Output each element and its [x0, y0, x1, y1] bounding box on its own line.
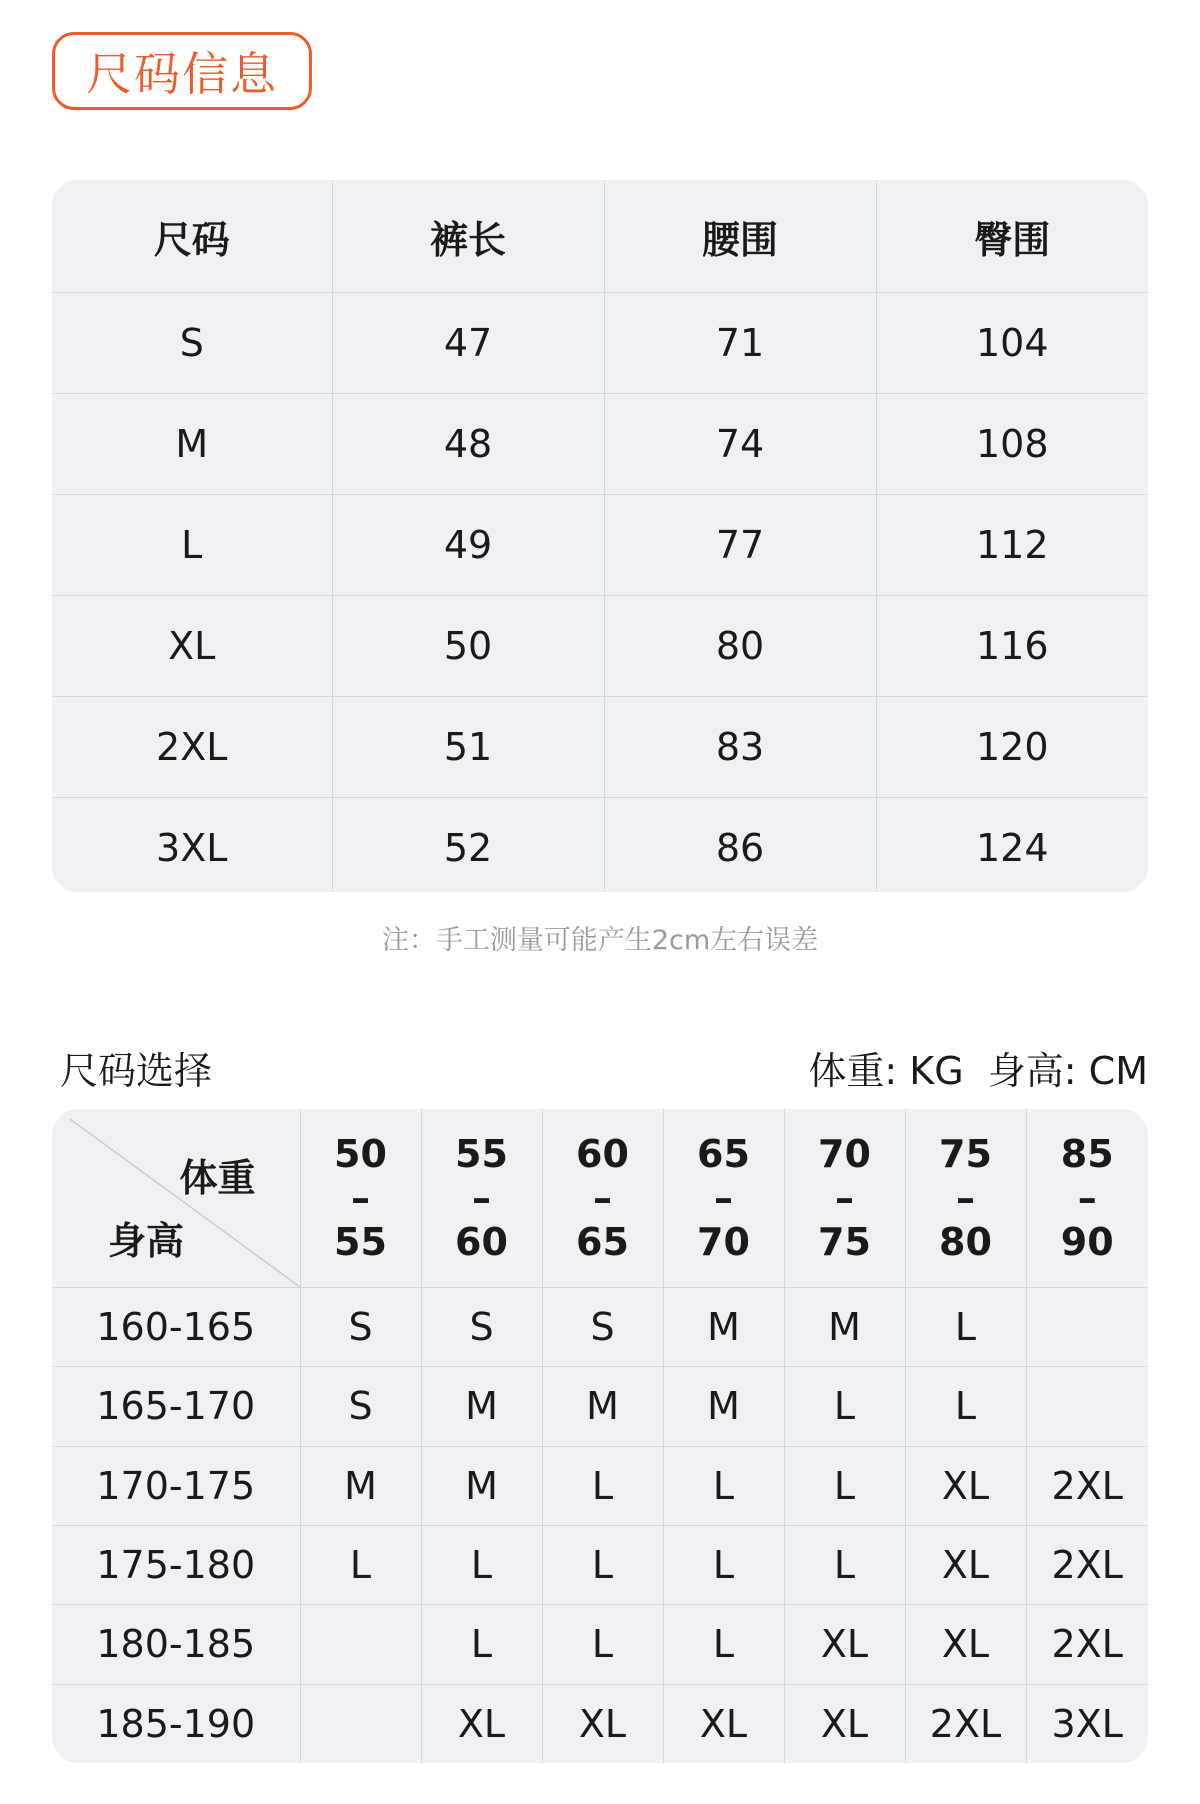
units-legend: 体重: KG 身高: CM — [808, 1049, 1148, 1093]
weight-from: 70 — [818, 1132, 871, 1176]
recommended-size-cell: XL — [542, 1684, 663, 1763]
header-size: 尺码 — [52, 180, 332, 293]
table-row — [52, 1446, 1148, 1525]
cell-hip: 116 — [876, 596, 1148, 697]
cell-hip: 112 — [876, 495, 1148, 596]
recommended-size-cell: XL — [663, 1684, 784, 1763]
cell-waist: 77 — [604, 495, 876, 596]
recommended-size-cell: 2XL — [905, 1684, 1026, 1763]
weight-dash: – — [835, 1176, 854, 1220]
recommended-size-cell: M — [421, 1446, 542, 1525]
table-row — [52, 1605, 1148, 1684]
recommended-size-cell: L — [784, 1367, 905, 1446]
weight-col-header — [1026, 1109, 1148, 1288]
cell-length: 48 — [332, 394, 604, 495]
cell-length: 50 — [332, 596, 604, 697]
recommended-size-cell: L — [663, 1525, 784, 1604]
cell-waist: 83 — [604, 697, 876, 798]
weight-from: 85 — [1060, 1132, 1114, 1176]
height-range-cell: 180-185 — [52, 1605, 300, 1684]
table-row — [52, 798, 1148, 893]
table-row — [52, 394, 1148, 495]
table-row — [52, 1288, 1148, 1367]
weight-col-header — [905, 1109, 1026, 1288]
recommended-size-cell: M — [784, 1288, 905, 1367]
table-row — [52, 495, 1148, 596]
weight-from: 55 — [455, 1132, 508, 1176]
recommended-size-cell: XL — [421, 1684, 542, 1763]
header-waist: 腰围 — [604, 180, 876, 293]
cell-size: XL — [52, 596, 332, 697]
header-length: 裤长 — [332, 180, 604, 293]
recommended-size-cell: M — [300, 1446, 421, 1525]
recommended-size-cell: XL — [784, 1684, 905, 1763]
cell-length: 51 — [332, 697, 604, 798]
table-row — [52, 293, 1148, 394]
recommended-size-cell: L — [663, 1446, 784, 1525]
recommended-size-cell — [1026, 1367, 1148, 1446]
recommended-size-cell: L — [542, 1446, 663, 1525]
cell-size: 3XL — [52, 798, 332, 893]
weight-to: 60 — [455, 1220, 508, 1264]
recommended-size-cell: L — [784, 1446, 905, 1525]
recommended-size-cell: L — [784, 1525, 905, 1604]
recommended-size-cell: 3XL — [1051, 1701, 1123, 1746]
recommended-size-cell: L — [300, 1525, 421, 1604]
weight-col-header — [421, 1109, 542, 1288]
weight-to: 65 — [576, 1220, 629, 1264]
recommended-size-cell: M — [663, 1288, 784, 1367]
weight-to: 70 — [697, 1220, 750, 1264]
recommended-size-cell: S — [421, 1288, 542, 1367]
corner-label-height: 身高 — [108, 1219, 185, 1263]
cell-hip: 120 — [876, 697, 1148, 798]
recommended-size-cell: XL — [905, 1525, 1026, 1604]
recommended-size-cell: L — [905, 1288, 1026, 1367]
corner-header-cell — [52, 1109, 300, 1288]
weight-from: 75 — [939, 1132, 992, 1176]
recommended-size-cell: XL — [784, 1605, 905, 1684]
size-measurement-table — [52, 180, 1148, 892]
weight-from: 65 — [697, 1132, 750, 1176]
corner-label-weight: 体重 — [179, 1156, 256, 1200]
recommended-size-cell: M — [542, 1367, 663, 1446]
recommended-size-cell: L — [421, 1525, 542, 1604]
cell-waist: 80 — [604, 596, 876, 697]
cell-waist: 86 — [604, 798, 876, 893]
table-row — [52, 697, 1148, 798]
header-hip: 臀围 — [876, 180, 1148, 293]
cell-length: 47 — [332, 293, 604, 394]
size-selection-title: 尺码选择 — [60, 1049, 213, 1093]
weight-to: 80 — [939, 1220, 992, 1264]
height-range-cell: 160-165 — [52, 1288, 300, 1367]
weight-dash: – — [956, 1176, 975, 1220]
recommended-size-cell: 2XL — [1026, 1446, 1148, 1525]
recommended-size-cell: L — [663, 1605, 784, 1684]
recommended-size-cell: S — [542, 1288, 663, 1367]
recommended-size-cell — [300, 1605, 421, 1684]
recommended-size-cell: 2XL — [1026, 1605, 1148, 1684]
height-range-cell: 170-175 — [52, 1446, 300, 1525]
recommended-size-cell: 2XL — [1026, 1525, 1148, 1604]
weight-from: 60 — [576, 1132, 629, 1176]
weight-col-header — [542, 1109, 663, 1288]
cell-hip: 104 — [876, 293, 1148, 394]
cell-size: 2XL — [52, 697, 332, 798]
section-badge-size-info: 尺码信息 — [52, 32, 312, 110]
cell-size: L — [52, 495, 332, 596]
table-header-row — [52, 180, 1148, 293]
cell-size: S — [52, 293, 332, 394]
weight-from: 50 — [334, 1132, 387, 1176]
cell-hip: 108 — [876, 394, 1148, 495]
table-row — [52, 1367, 1148, 1446]
recommended-size-cell: XL — [905, 1605, 1026, 1684]
recommended-size-cell: L — [542, 1605, 663, 1684]
height-range-cell: 185-190 — [52, 1684, 300, 1763]
weight-col-header — [663, 1109, 784, 1288]
recommended-size-cell: S — [300, 1367, 421, 1446]
cell-waist: 71 — [604, 293, 876, 394]
recommended-size-cell: L — [905, 1367, 1026, 1446]
cell-length: 49 — [332, 495, 604, 596]
weight-to: 55 — [334, 1220, 387, 1264]
weight-to: 75 — [818, 1220, 871, 1264]
height-range-cell: 165-170 — [52, 1367, 300, 1446]
weight-dash: – — [472, 1176, 491, 1220]
table-row — [52, 596, 1148, 697]
cell-length: 52 — [332, 798, 604, 893]
recommended-size-cell — [300, 1684, 421, 1763]
weight-col-header — [784, 1109, 905, 1288]
cell-waist: 74 — [604, 394, 876, 495]
table-row — [52, 1525, 1148, 1604]
weight-col-header — [300, 1109, 421, 1288]
cell-hip: 124 — [975, 826, 1049, 870]
recommended-size-cell: S — [300, 1288, 421, 1367]
weight-to: 90 — [1060, 1220, 1114, 1264]
recommended-size-cell: M — [421, 1367, 542, 1446]
weight-header-row — [52, 1109, 1148, 1288]
height-range-cell: 175-180 — [52, 1525, 300, 1604]
recommended-size-cell — [1026, 1288, 1148, 1367]
recommended-size-cell: L — [542, 1525, 663, 1604]
size-recommendation-table — [52, 1109, 1148, 1763]
cell-size: M — [52, 394, 332, 495]
recommended-size-cell: L — [421, 1605, 542, 1684]
weight-dash: – — [714, 1176, 733, 1220]
table-row — [52, 1684, 1148, 1763]
measurement-note: 注：手工测量可能产生2cm左右误差 — [381, 925, 819, 956]
weight-dash: – — [351, 1176, 370, 1220]
weight-dash: – — [1077, 1176, 1097, 1220]
recommended-size-cell: M — [663, 1367, 784, 1446]
weight-dash: – — [593, 1176, 612, 1220]
recommended-size-cell: XL — [905, 1446, 1026, 1525]
